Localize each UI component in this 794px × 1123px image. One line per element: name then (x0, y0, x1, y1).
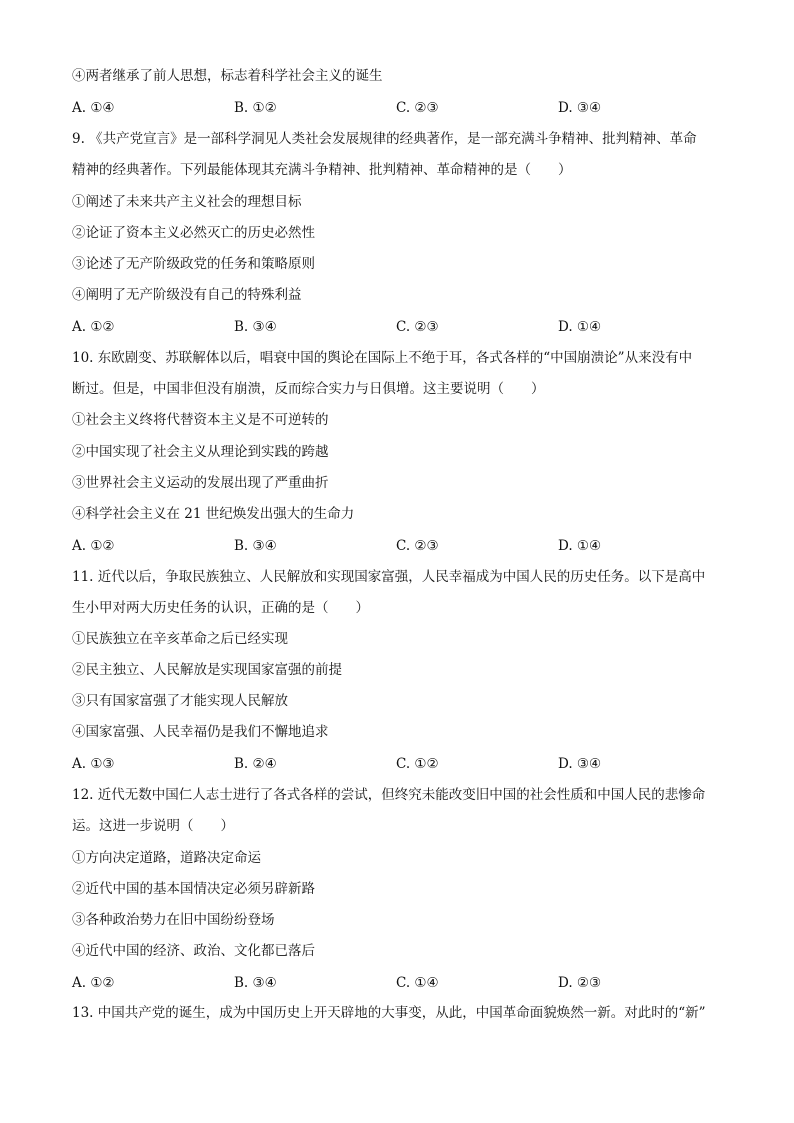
q9-stem-line-1: 9. 《共产党宣言》是一部科学洞见人类社会发展规律的经典著作，是一部充满斗争精神、批判精神、革命 (72, 131, 697, 147)
q12-stem-line-1: 12. 近代无数中国仁人志士进行了各式各样的尝试，但终究未能改变旧中国的社会性质和中国人民的悲惨命 (72, 787, 706, 803)
q12-item-3: ③各种政治势力在旧中国纷纷登场 (72, 912, 275, 928)
q12-option-a: A. ①② (72, 975, 115, 991)
q11-option-b: B. ②④ (234, 756, 277, 772)
q11-item-3: ③只有国家富强了才能实现人民解放 (72, 693, 288, 709)
q8-item-4: ④两者继承了前人思想，标志着科学社会主义的诞生 (72, 68, 383, 84)
q9-item-4: ④阐明了无产阶级没有自己的特殊利益 (72, 287, 302, 303)
q10-item-1: ①社会主义终将代替资本主义是不可逆转的 (72, 412, 329, 428)
q9-option-b: B. ③④ (234, 319, 277, 335)
q12-item-4: ④近代中国的经济、政治、文化都已落后 (72, 943, 315, 959)
q8-option-a: A. ①④ (72, 100, 115, 116)
q12-option-d: D. ②③ (558, 975, 602, 991)
q9-option-c: C. ②③ (396, 319, 439, 335)
q10-option-d: D. ①④ (558, 538, 602, 554)
q9-item-3: ③论述了无产阶级政党的任务和策略原则 (72, 256, 315, 272)
q10-item-4: ④科学社会主义在 21 世纪焕发出强大的生命力 (72, 506, 355, 522)
q12-item-2: ②近代中国的基本国情决定必须另辟新路 (72, 881, 315, 897)
q13-stem-line-1: 13. 中国共产党的诞生，成为中国历史上开天辟地的大事变，从此，中国革命面貌焕然一新。对此时的“新” (72, 1005, 706, 1021)
q11-item-4: ④国家富强、人民幸福仍是我们不懈地追求 (72, 724, 329, 740)
q11-stem-line-2: 生小甲对两大历史任务的认识，正确的是（ ） (72, 600, 369, 616)
q9-option-a: A. ①② (72, 319, 115, 335)
q10-option-b: B. ③④ (234, 538, 277, 554)
q9-stem-line-2: 精神的经典著作。下列最能体现其充满斗争精神、批判精神、革命精神的是（ ） (72, 162, 572, 178)
q8-option-c: C. ②③ (396, 100, 439, 116)
q8-option-d: D. ③④ (558, 100, 602, 116)
q10-stem-line-1: 10. 东欧剧变、苏联解体以后，唱衰中国的舆论在国际上不绝于耳，各式各样的“中国崩溃论”从来没有中 (72, 350, 693, 366)
q9-item-2: ②论证了资本主义必然灭亡的历史必然性 (72, 225, 315, 241)
q10-item-2: ②中国实现了社会主义从理论到实践的跨越 (72, 444, 329, 460)
q10-option-c: C. ②③ (396, 538, 439, 554)
q12-stem-line-2: 运。这进一步说明（ ） (72, 818, 234, 834)
q10-stem-line-2: 断过。但是，中国非但没有崩溃，反而综合实力与日俱增。这主要说明（ ） (72, 381, 545, 397)
q9-item-1: ①阐述了未来共产主义社会的理想目标 (72, 194, 302, 210)
q12-option-c: C. ①④ (396, 975, 439, 991)
q9-option-d: D. ①④ (558, 319, 602, 335)
q11-stem-line-1: 11. 近代以后，争取民族独立、人民解放和实现国家富强，人民幸福成为中国人民的历史任务。以下是高中 (72, 569, 706, 585)
q10-option-a: A. ①② (72, 538, 115, 554)
q12-option-b: B. ③④ (234, 975, 277, 991)
q12-item-1: ①方向决定道路，道路决定命运 (72, 850, 261, 866)
q8-option-b: B. ①② (234, 100, 277, 116)
q11-item-1: ①民族独立在辛亥革命之后已经实现 (72, 631, 288, 647)
q11-option-a: A. ①③ (72, 756, 115, 772)
q11-option-d: D. ③④ (558, 756, 602, 772)
q10-item-3: ③世界社会主义运动的发展出现了严重曲折 (72, 475, 329, 491)
q11-item-2: ②民主独立、人民解放是实现国家富强的前提 (72, 662, 342, 678)
q11-option-c: C. ①② (396, 756, 439, 772)
